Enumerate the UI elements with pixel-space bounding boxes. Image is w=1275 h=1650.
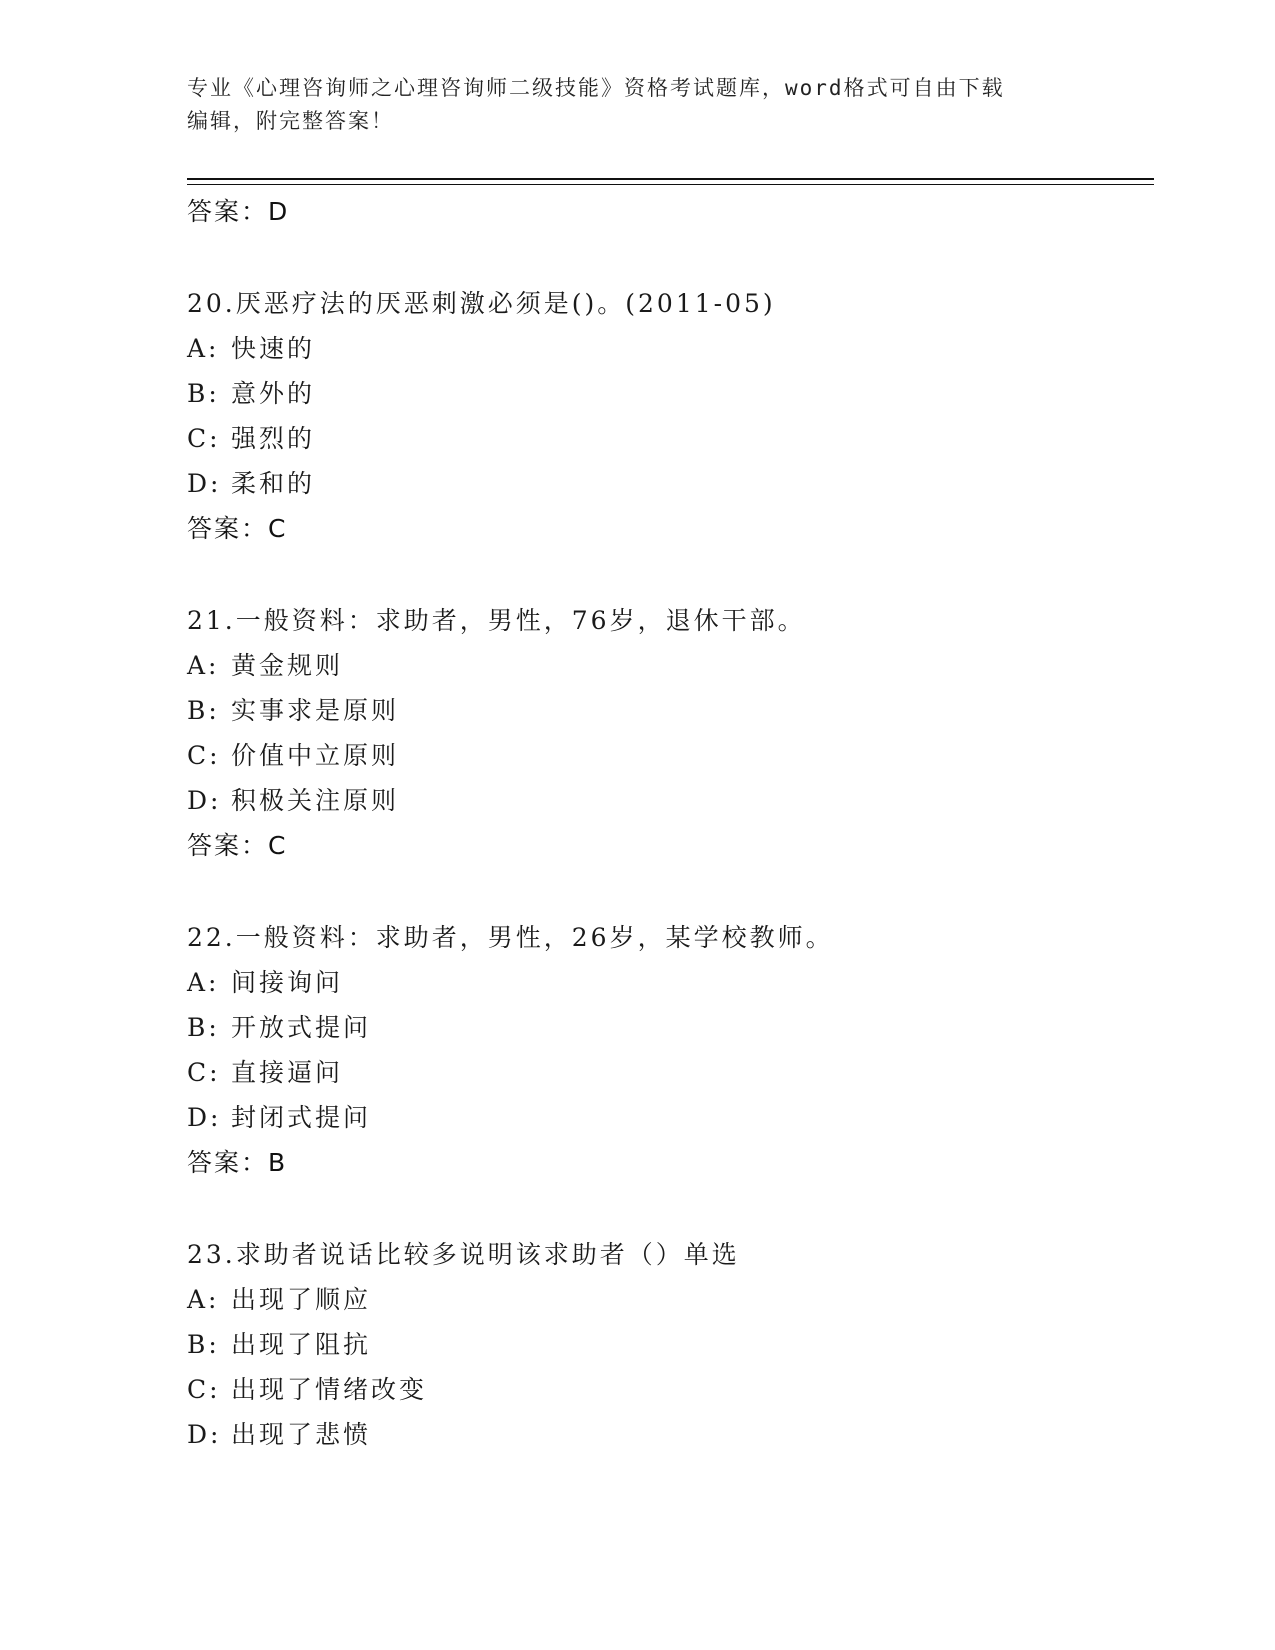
answer-line: 答案：C bbox=[187, 831, 288, 860]
option-text: 快速的 bbox=[231, 334, 316, 363]
header-divider-thin bbox=[187, 184, 1154, 185]
option-text: 出现了悲愤 bbox=[231, 1420, 372, 1449]
option-text: 强烈的 bbox=[231, 424, 316, 453]
option-c bbox=[187, 1050, 1154, 1095]
option-c bbox=[187, 416, 1154, 461]
option-text: 出现了情绪改变 bbox=[231, 1375, 428, 1404]
option-letter: C: bbox=[187, 1058, 221, 1087]
question-block bbox=[187, 281, 1154, 551]
spacer bbox=[187, 868, 1154, 915]
option-text: 间接询问 bbox=[231, 968, 344, 997]
option-text: 价值中立原则 bbox=[231, 741, 400, 770]
question-list bbox=[187, 190, 1154, 1457]
option-letter: B: bbox=[187, 696, 220, 725]
option-letter: A: bbox=[187, 968, 220, 997]
option-text: 积极关注原则 bbox=[231, 786, 400, 815]
question-text: 20.厌恶疗法的厌恶刺激必须是()。(2011-05) bbox=[187, 289, 776, 318]
option-a bbox=[187, 643, 1154, 688]
spacer bbox=[187, 1185, 1154, 1232]
option-text: 开放式提问 bbox=[231, 1013, 372, 1042]
option-b bbox=[187, 688, 1154, 733]
answer-line: 答案：C bbox=[187, 514, 288, 543]
spacer bbox=[187, 551, 1154, 598]
question-block bbox=[187, 1232, 1154, 1457]
option-letter: C: bbox=[187, 1375, 221, 1404]
option-d bbox=[187, 461, 1154, 506]
document-header bbox=[187, 72, 1067, 138]
option-text: 出现了顺应 bbox=[231, 1285, 372, 1314]
option-letter: B: bbox=[187, 1013, 220, 1042]
option-b bbox=[187, 1005, 1154, 1050]
question-block bbox=[187, 915, 1154, 1185]
header-line-2: 编辑，附完整答案！ bbox=[187, 109, 394, 133]
option-a bbox=[187, 326, 1154, 371]
option-letter: D: bbox=[187, 1420, 222, 1449]
option-letter: A: bbox=[187, 651, 220, 680]
option-a bbox=[187, 1277, 1154, 1322]
option-text: 意外的 bbox=[231, 379, 316, 408]
question-block bbox=[187, 598, 1154, 868]
option-b bbox=[187, 371, 1154, 416]
header-line-1: 专业《心理咨询师之心理咨询师二级技能》资格考试题库，word格式可自由下载 bbox=[187, 76, 1005, 100]
option-d bbox=[187, 778, 1154, 823]
option-text: 出现了阻抗 bbox=[231, 1330, 372, 1359]
option-text: 实事求是原则 bbox=[231, 696, 400, 725]
option-letter: D: bbox=[187, 469, 222, 498]
option-b bbox=[187, 1322, 1154, 1367]
option-letter: C: bbox=[187, 424, 221, 453]
option-letter: D: bbox=[187, 786, 222, 815]
option-text: 封闭式提问 bbox=[231, 1103, 372, 1132]
option-letter: A: bbox=[187, 334, 220, 363]
question-text: 22.一般资料：求助者，男性，26岁，某学校教师。 bbox=[187, 923, 834, 952]
option-c bbox=[187, 733, 1154, 778]
header-divider-thick bbox=[187, 178, 1154, 180]
question-text: 23.求助者说话比较多说明该求助者（）单选 bbox=[187, 1240, 740, 1269]
option-letter: B: bbox=[187, 1330, 220, 1359]
option-letter: A: bbox=[187, 1285, 220, 1314]
option-d bbox=[187, 1095, 1154, 1140]
option-text: 直接逼问 bbox=[231, 1058, 344, 1087]
question-text: 21.一般资料：求助者，男性，76岁，退休干部。 bbox=[187, 606, 806, 635]
answer-line: 答案：B bbox=[187, 1148, 288, 1177]
option-letter: B: bbox=[187, 379, 220, 408]
option-a bbox=[187, 960, 1154, 1005]
option-d bbox=[187, 1412, 1154, 1457]
option-c bbox=[187, 1367, 1154, 1412]
option-text: 黄金规则 bbox=[231, 651, 344, 680]
option-letter: D: bbox=[187, 1103, 222, 1132]
spacer bbox=[187, 234, 1154, 281]
option-text: 柔和的 bbox=[231, 469, 316, 498]
answer-line: 答案：D bbox=[187, 197, 290, 226]
option-letter: C: bbox=[187, 741, 221, 770]
